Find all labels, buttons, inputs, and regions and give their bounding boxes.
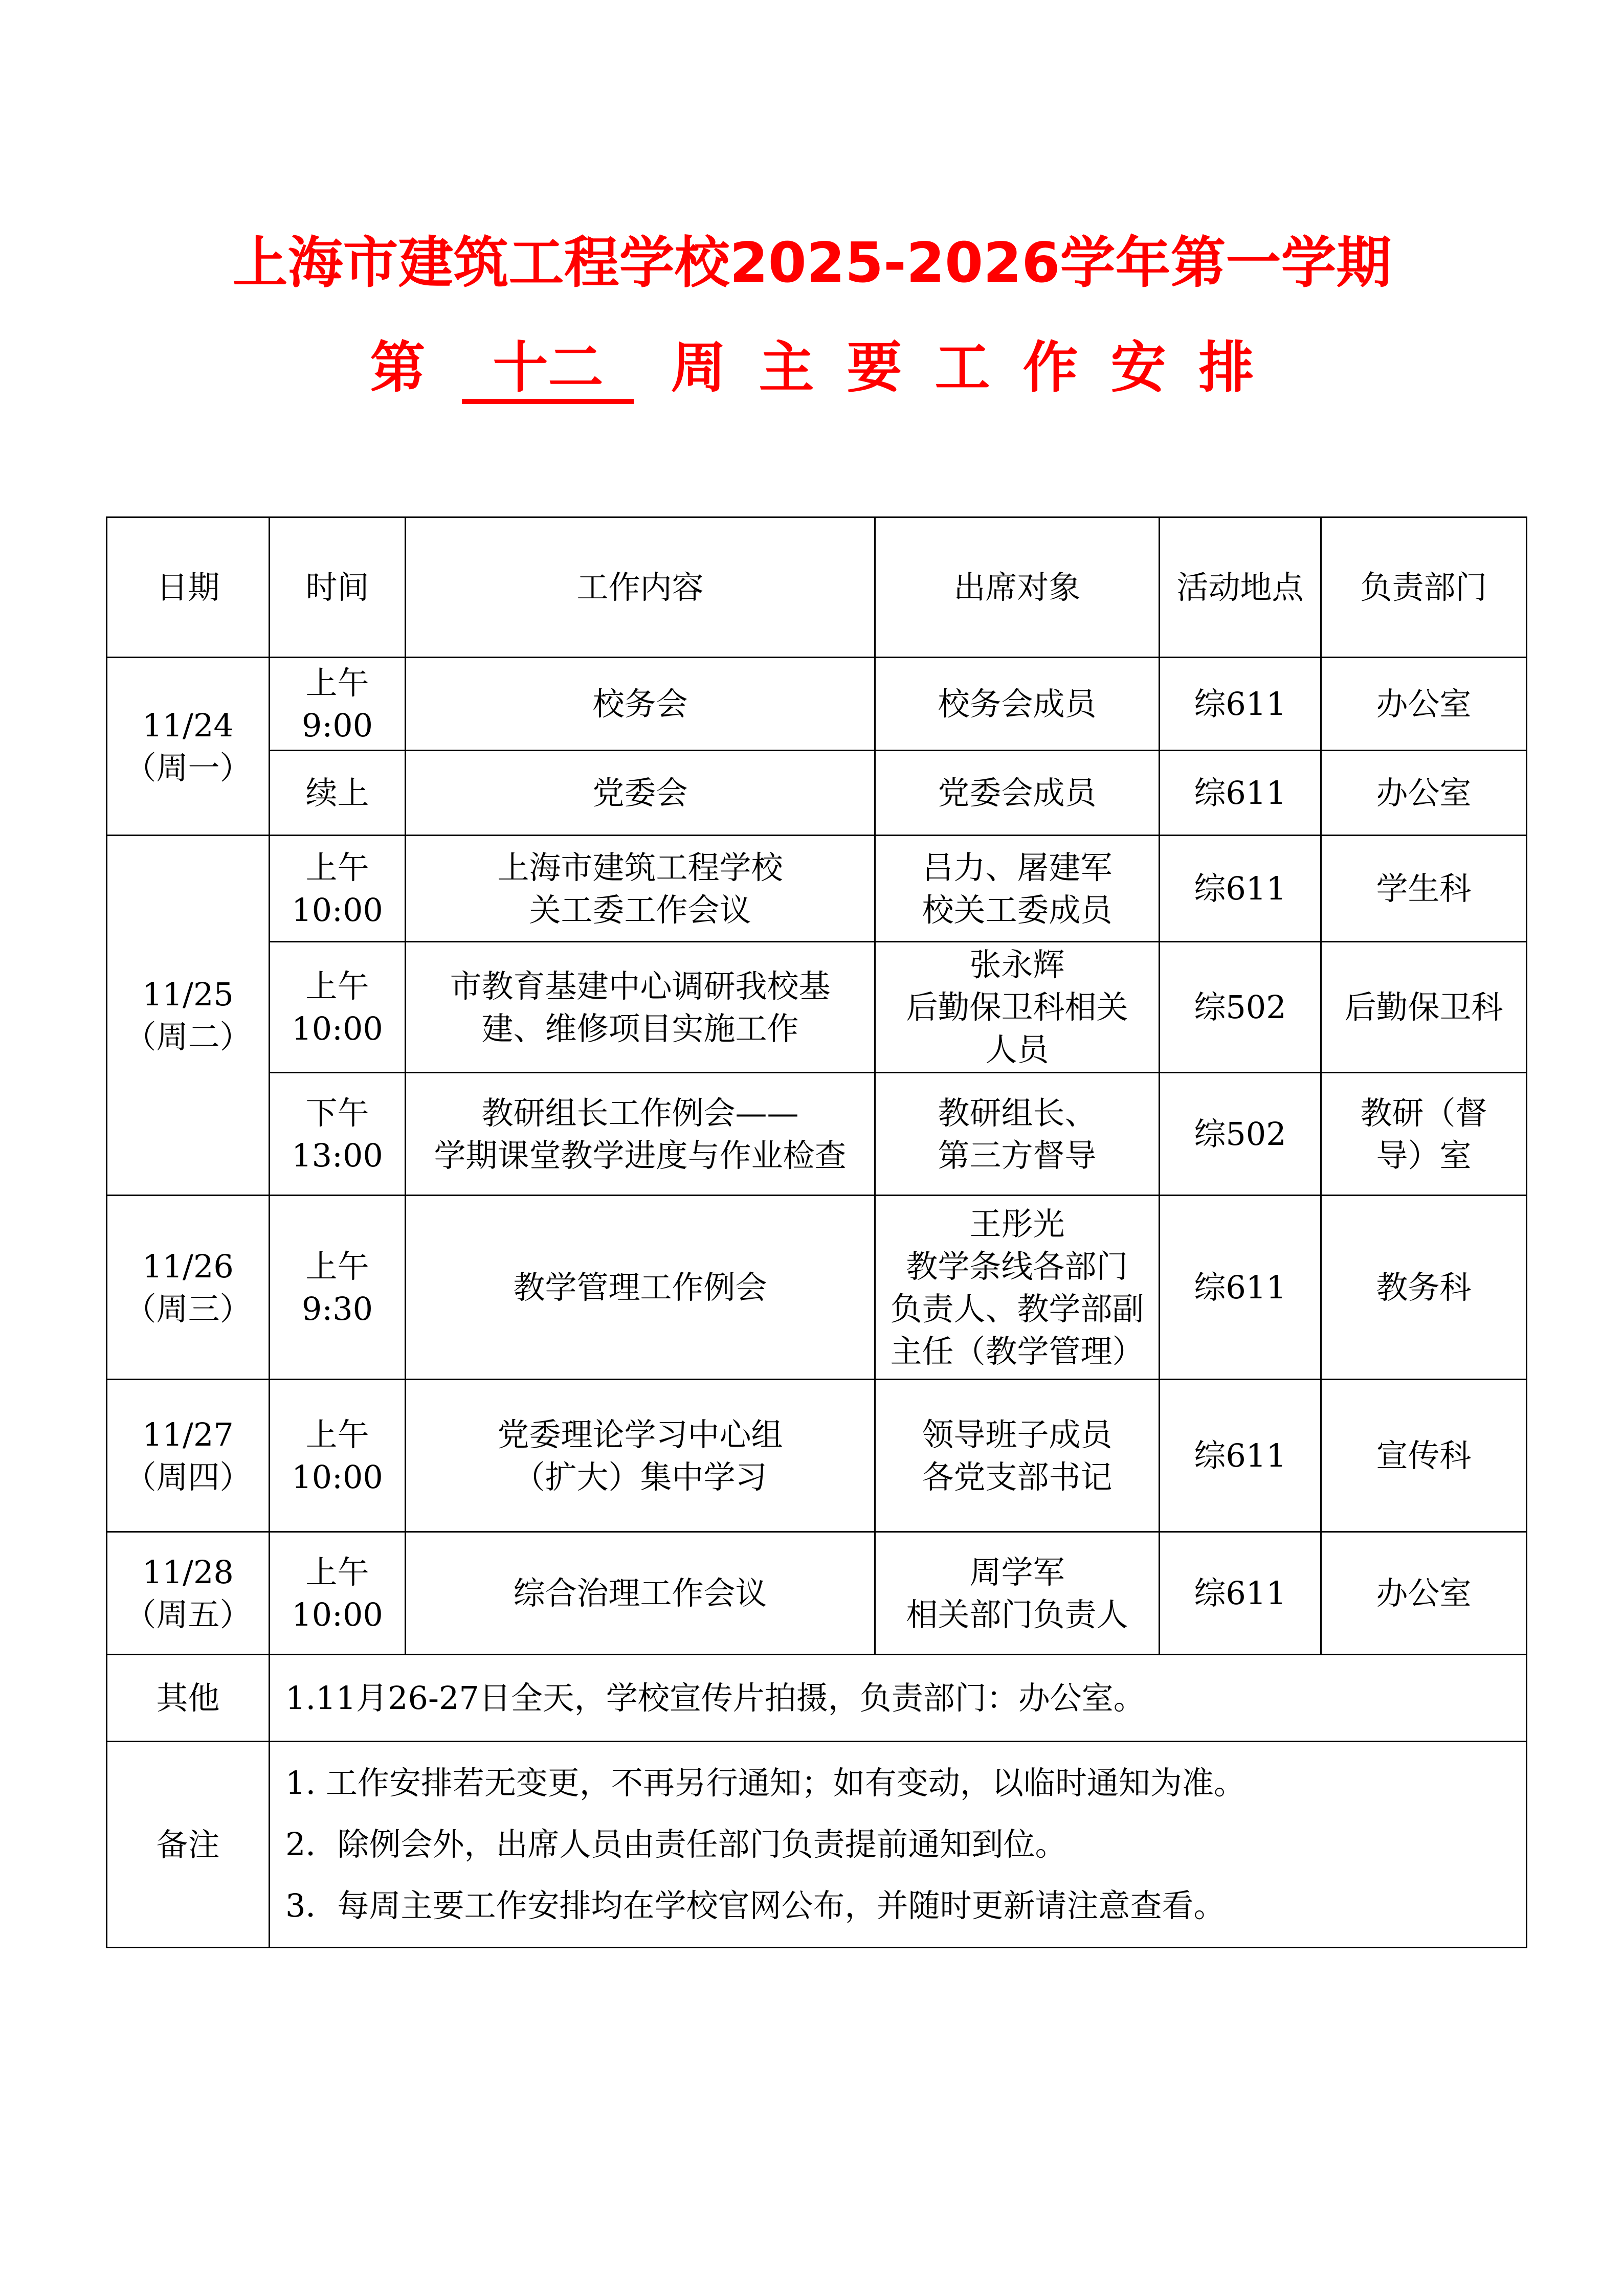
note-item: 3．每周主要工作安排均在学校官网公布，并随时更新请注意查看。 bbox=[285, 1887, 1226, 1924]
other-text: 1.11月26-27日全天，学校宣传片拍摄，负责部门：办公室。 bbox=[270, 1655, 1527, 1742]
attendees-cell: 党委会成员 bbox=[875, 751, 1160, 836]
subtitle-char: 周 bbox=[671, 336, 726, 400]
time-cell: 上午 9:30 bbox=[270, 1196, 406, 1380]
table-row bbox=[107, 836, 1527, 942]
time-cell: 下午 13:00 bbox=[270, 1073, 406, 1196]
dept-cell: 办公室 bbox=[1321, 1532, 1527, 1655]
table-row bbox=[107, 751, 1527, 836]
dept-cell: 办公室 bbox=[1321, 658, 1527, 751]
header-time: 时间 bbox=[270, 517, 406, 658]
location-cell: 综502 bbox=[1160, 1073, 1321, 1196]
table-row bbox=[107, 942, 1527, 1073]
table-row bbox=[107, 1073, 1527, 1196]
header-dept: 负责部门 bbox=[1321, 517, 1527, 658]
note-item: 2．除例会外，出席人员由责任部门负责提前通知到位。 bbox=[285, 1826, 1067, 1863]
table-row bbox=[107, 658, 1527, 751]
dept-cell: 教务科 bbox=[1321, 1196, 1527, 1380]
attendees-cell: 王彤光 教学条线各部门 负责人、教学部副 主任（教学管理） bbox=[875, 1196, 1160, 1380]
location-cell: 综611 bbox=[1160, 751, 1321, 836]
header-date: 日期 bbox=[107, 517, 270, 658]
other-row bbox=[107, 1655, 1527, 1742]
header-content: 工作内容 bbox=[406, 517, 875, 658]
attendees-cell: 教研组长、 第三方督导 bbox=[875, 1073, 1160, 1196]
content-cell: 校务会 bbox=[406, 658, 875, 751]
notes-cell bbox=[270, 1742, 1527, 1948]
attendees-cell: 周学军 相关部门负责人 bbox=[875, 1532, 1160, 1655]
location-cell: 综611 bbox=[1160, 1196, 1321, 1380]
header-attendees: 出席对象 bbox=[875, 517, 1160, 658]
location-cell: 综611 bbox=[1160, 658, 1321, 751]
content-cell: 教学管理工作例会 bbox=[406, 1196, 875, 1380]
content-cell: 市教育基建中心调研我校基 建、维修项目实施工作 bbox=[406, 942, 875, 1073]
table-row bbox=[107, 1196, 1527, 1380]
date-cell: 11/25 （周二） bbox=[107, 836, 270, 1196]
subtitle-char: 安 bbox=[1110, 336, 1166, 400]
date-cell: 11/26 （周三） bbox=[107, 1196, 270, 1380]
subtitle-char: 要 bbox=[847, 336, 902, 400]
time-cell: 上午 10:00 bbox=[270, 1532, 406, 1655]
time-cell: 上午 9:00 bbox=[270, 658, 406, 751]
table-row bbox=[107, 1380, 1527, 1532]
table-row bbox=[107, 1532, 1527, 1655]
content-cell: 上海市建筑工程学校 关工委工作会议 bbox=[406, 836, 875, 942]
subtitle-char: 作 bbox=[1022, 336, 1078, 400]
dept-cell: 教研（督 导）室 bbox=[1321, 1073, 1527, 1196]
dept-cell: 办公室 bbox=[1321, 751, 1527, 836]
dept-cell: 宣传科 bbox=[1321, 1380, 1527, 1532]
subtitle-prefix: 第 bbox=[370, 336, 426, 400]
location-cell: 综611 bbox=[1160, 836, 1321, 942]
time-cell: 上午 10:00 bbox=[270, 1380, 406, 1532]
note-item: 1. 工作安排若无变更，不再另行通知；如有变动，以临时通知为准。 bbox=[285, 1764, 1245, 1802]
subtitle-char: 主 bbox=[759, 336, 814, 400]
dept-cell: 学生科 bbox=[1321, 836, 1527, 942]
attendees-cell: 校务会成员 bbox=[875, 658, 1160, 751]
location-cell: 综611 bbox=[1160, 1532, 1321, 1655]
content-cell: 综合治理工作会议 bbox=[406, 1532, 875, 1655]
content-cell: 教研组长工作例会—— 学期课堂教学进度与作业检查 bbox=[406, 1073, 875, 1196]
document-subtitle bbox=[0, 327, 1624, 409]
subtitle-char: 排 bbox=[1198, 336, 1254, 400]
schedule-table bbox=[106, 516, 1527, 1948]
attendees-cell: 领导班子成员 各党支部书记 bbox=[875, 1380, 1160, 1532]
other-label: 其他 bbox=[107, 1655, 270, 1742]
document-title: 上海市建筑工程学校2025-2026学年第一学期 bbox=[232, 231, 1392, 295]
week-number: 十二 bbox=[462, 337, 634, 404]
location-cell: 综502 bbox=[1160, 942, 1321, 1073]
location-cell: 综611 bbox=[1160, 1380, 1321, 1532]
time-cell: 上午 10:00 bbox=[270, 836, 406, 942]
subtitle-char: 工 bbox=[935, 336, 990, 400]
dept-cell: 后勤保卫科 bbox=[1321, 942, 1527, 1073]
time-cell: 续上 bbox=[270, 751, 406, 836]
content-cell: 党委理论学习中心组 （扩大）集中学习 bbox=[406, 1380, 875, 1532]
notes-label: 备注 bbox=[107, 1742, 270, 1948]
date-cell: 11/24 （周一） bbox=[107, 658, 270, 836]
date-cell: 11/28 （周五） bbox=[107, 1532, 270, 1655]
table-header-row bbox=[107, 517, 1527, 658]
header-location: 活动地点 bbox=[1160, 517, 1321, 658]
attendees-cell: 张永辉 后勤保卫科相关 人员 bbox=[875, 942, 1160, 1073]
notes-row bbox=[107, 1742, 1527, 1948]
time-cell: 上午 10:00 bbox=[270, 942, 406, 1073]
attendees-cell: 吕力、屠建军 校关工委成员 bbox=[875, 836, 1160, 942]
content-cell: 党委会 bbox=[406, 751, 875, 836]
date-cell: 11/27 （周四） bbox=[107, 1380, 270, 1532]
